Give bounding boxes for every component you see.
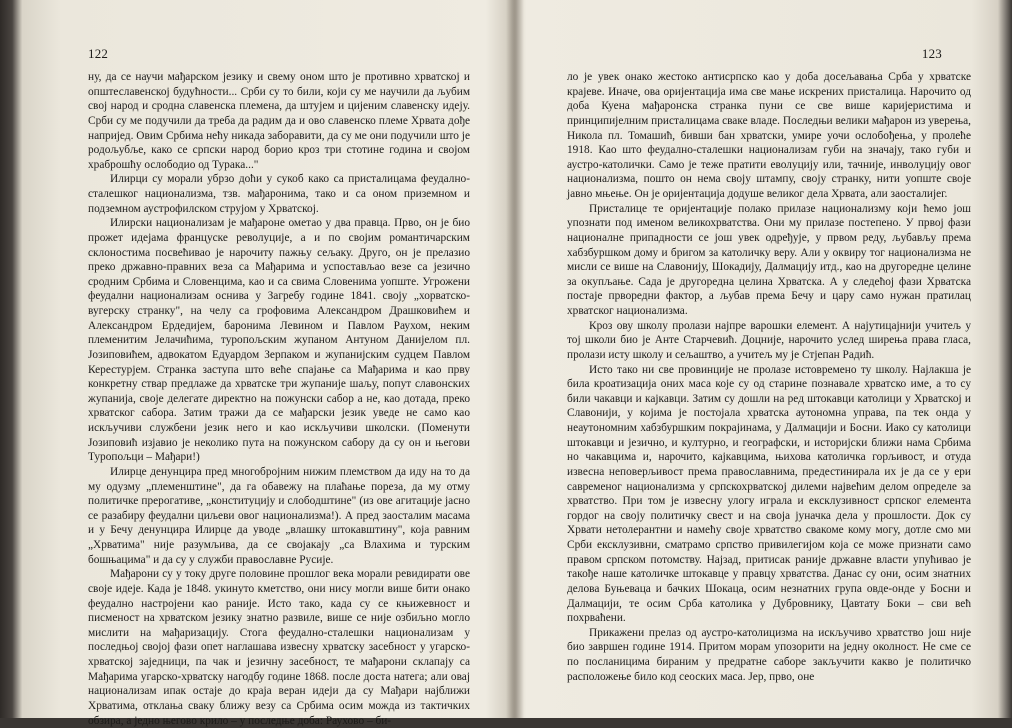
paragraph: ло је увек онако жестоко антисрпско као у доба досељавања Срба у хрватске крајеве. Иначе, ова оријентација има све мање искрених присталица. Нарочито од доба Куена мађаронска странка пуни се све више каријеристима и принципијелним присталицама сваке владе. Последњи велики мађарон из уверења, Никола пл. Томашић, бивши бан хрватски, умире уочи ослобођења, у пролеће 1918. Као што феудално-сталешки национализам губи на значају, тако губи и аустро-католички. Само је теже пратити еволуцију или, тачније, инволуцију овог национализма, пошто он нема своју штампу, своју странку, нити уопште своје јавно мњење. Он је оријентација додуше великог дела Хрвата, али заосталијег.	[567, 71, 971, 200]
page-body-text	[567, 70, 971, 684]
paragraph: Илирце денунцира пред многобројним нижим племством да иду на то да му одузму „племенштине", да га обавежу на плаћање пореза, да му отму политичке прерогативе, „конституцију и слободштине" (из ове агитације јасно се разабиру феудални циљеви овог национализма!). А пред заосталим масама и у Бечу денунцира Илирце да уводе „влашку штокавштину", која равним „Хрватима" није разумљива, да се својакају „са Влахима и турским бошњацима" и да су у служби православне Русије.	[88, 465, 470, 566]
page-number: 123	[921, 46, 942, 61]
paragraph: Мађарони су у току друге половине прошлог века морали ревидирати ове своје идеје. Када је 1848. укинуто кметство, они нису могли више бити онако феудално настројени као раније. Исто тако, када су се књижевност и писменост на хрватском језику знатно развиле, више се није озбиљно могло мислити на мађаризацију. Стога феудално-сталешки национализам у последњој својој фази опет наглашава извесну хрватску засебност у угарско-хрватској заједници, па чак и језичну засебност, те мађарони склапају са Мађарима угарско-хрватску нагодбу године 1868. после доста натега; али овај национализам ипак остаје до краја веран идеји да су Мађари најближи Хрватима, отклања сваку ближу везу са Србима осим можда из тактичких обзира, а једно његово крило – у последње доба: Раухово – би-	[88, 568, 470, 727]
paragraph: Илирски национализам је мађароне ометао у два правца. Прво, он је био прожет идејама француске револуције, а и по својим романтичарским склоностима посвећивао је нарочиту пажњу сељаку. Друго, он је прелазио преко државно-правних веза са Мађарима и успостављао везе са језично сродним Србима и Словенцима, као и са свима Словенима уопште. Угрожени феудални национализам оснива у Загребу године 1841. своју „хорватско-вугерску странку", на челу са грофовима Александром Драшковићем и Александром Ердедијем, баронима Левином и Павлом Раухом, неким племенитим Јелачићима, туропољским жупаном Антуном Данијелом пл. Јозиповићем, адвокатом Едуардом Зерпаком и жупанијским судцем Павлом Керестурјем. Странка заступа што веће спајање са Мађарима и као прву конкретну ствар предлаже да хрватске три жупаније шаљу, попут славонских жупанија, своје делегате директно на пожунски сабор а не, као дотада, преко хрватског сабора. Затим тражи да се мађарски језик уведе не само као искључиви службени језик него и као искључиви школски. (Поменути Јозиповић изјавио је неколико пута на пожунском сабору да су он и његови Туропољци – Мађари!)	[88, 217, 470, 464]
right-page	[523, 0, 1012, 718]
page-number: 122	[88, 46, 109, 61]
book-gutter	[506, 0, 524, 718]
paragraph: Присталице те оријентације полако прилазе национализму који ћемо још упознати под именом великохрватства. Они му прилазе постепено. У првој фази националне припадности се још увек одређује, у првом реду, љубављу према хабзбуршком дому и бригом за католичку веру. Али у оквиру тог национализма не мисли се више на Славонију, Шокадију, Далмацију итд., као на другоредне целине за окупљање. Сада је другоредна целина Хрватска. А у следећој фази Хрватска постаје прворедни фактор, а љубав према Бечу и цару само нужан пратилац хрватског национализма.	[567, 202, 971, 317]
paragraph: Кроз ову школу пролази најпре варошки елемент. А најутицајнији учитељ у тој школи био је Анте Старчевић. Доцније, нарочито услед ширења права гласа, пролази исту школу и сељаштво, а учитељ му је Стјепан Радић.	[567, 319, 971, 361]
paragraph: Илирци су морали убрзо доћи у сукоб како са присталицама феудално-сталешког национализма, тзв. мађаронима, тако и са оном приземном и подземном аустрофилском струјом у Хрватској.	[88, 173, 470, 215]
paragraph: Прикажени прелаз од аустро-католицизма на искључиво хрватство још није био завршен године 1914. Притом морам упозорити на једну околност. Не сме се по посланицима бираним у предратне саборе закључити какво је политичко расположење било код сеоских маса. Јер, прво, оне	[567, 626, 971, 683]
page-body-text	[88, 70, 470, 728]
paragraph: ну, да се научи мађарском језику и свему оном што је противно хрватској и општеславенској будућности... Срби су то били, који су ме научили да љубим свој народ и сродна славенска племена, да штујем и цијеним славенску идеју. Срби су ме подучили да треба да радим да и ово славенско племе Хрвата дође напријед. Овим Србима нећу никада заборавити, да су ме они подучили што је родољубље, како се српски народ борио кроз три стотине година и својом храброшћу ослободио од Турака..."	[88, 71, 470, 171]
paragraph: Исто тако ни све провинције не пролазе истовремено ту школу. Најлакша је била кроатизација оних маса које су од старине познавале хрватско име, а то су били чакавци и кајкавци. Затим су дошли на ред штокавци католици у Хрватској и Славонији, у којима је постојала хрватска аутономна управа, па тек онда у неаутономним хабзбуршким покрајинама, у Далмацији и Босни. Иако су католици штокавци и језично, и културно, и географски, и историјски ближи нама Србима но чакавцима и, нарочито, кајкавцима, њихова католичка горљивост, и отуда извесна неповерљивост према православнима, предестинирала их је да се у ери савременог национализма у српскохрватској дилеми највећим делом определе за хрватство. При том је извесну улогу играла и ексклузивност српског елемента гордог на своју политичку свест и на своја јуначка дела у прошлости. Док су Хрвати нетолерантни и намећу своје хрватство свакоме кому могу, дотле смо ми Срби ексклузивни, сматрамо српство привилегијом која се може признати само правом српском потомству. Најзад, притисак раније државне власти упућивао је такође наше католичке штокавце у правцу хрватства. Данас су они, осим знатних делова Буњеваца и бачких Шокаца, осим незнатних група овде-онде у Босни и Далмацији, те осим Срба католика у Дубровнику, Цавтату Боки – сви већ похрваћени.	[567, 363, 971, 625]
